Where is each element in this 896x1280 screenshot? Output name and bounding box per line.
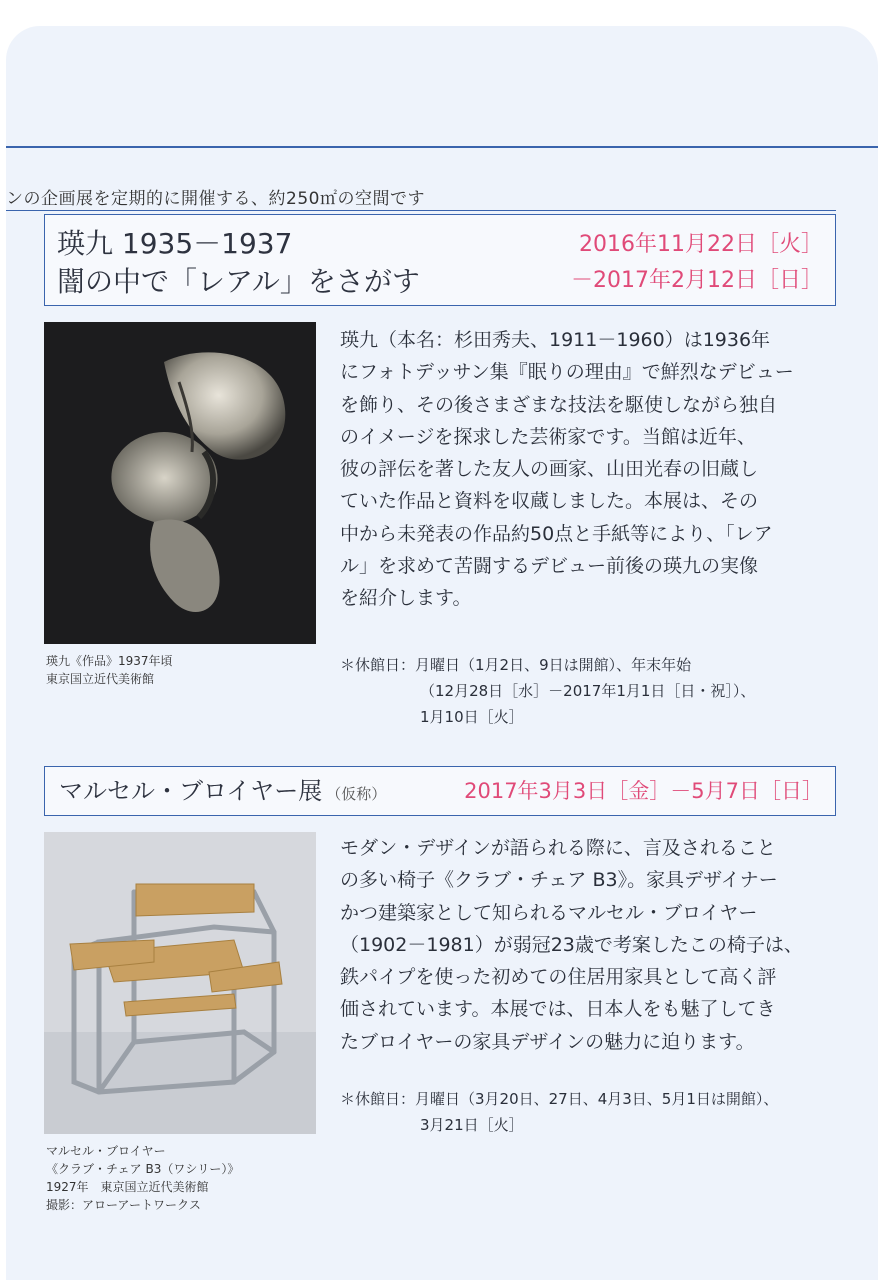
exhibition2-header xyxy=(44,766,836,816)
abstract-photo-artwork xyxy=(44,322,316,644)
exhibition1-artwork-image xyxy=(44,322,316,644)
desc1-line-3: のイメージを探求した芸術家です。当館は近年、 xyxy=(340,425,756,448)
closed1-line-0: ＊休館日：月曜日（1月2日、9日は開館）、年末年始 xyxy=(340,656,692,674)
closed2-line-0: ＊休館日：月曜日（3月20日、27日、4月3日、5月1日は開館）、 xyxy=(340,1090,779,1108)
caption2-line-1: 《クラブ・チェア B3（ワシリー）》 xyxy=(46,1162,240,1176)
exhibition2-chair-image xyxy=(44,832,316,1134)
desc2-line-6: たブロイヤーの家具デザインの魅力に迫ります。 xyxy=(340,1030,755,1053)
exhibition2-caption xyxy=(46,1142,239,1214)
exhibition2-dates: 2017年3月3日［金］－5月7日［日］ xyxy=(464,779,823,803)
intro-rule xyxy=(6,210,836,211)
desc2-line-4: 鉄パイプを使った初めての住居用家具として高く評 xyxy=(340,966,777,989)
desc2-line-0: モダン・デザインが語られる際に、言及されること xyxy=(340,837,776,859)
desc1-line-8: を紹介します。 xyxy=(340,587,472,610)
exhibition1-header xyxy=(44,214,836,306)
desc1-line-0: 瑛九（本名：杉田秀夫、1911－1960）は1936年 xyxy=(340,329,771,351)
exhibition1-closed-days xyxy=(340,652,840,730)
exhibition1-date-end: －2017年2月12日［日］ xyxy=(571,268,823,293)
desc1-line-7: ル」を求めて苦闘するデビュー前後の瑛九の実像 xyxy=(340,555,759,578)
desc2-line-3: （1902－1981）が弱冠23歳で考案したこの椅子は、 xyxy=(340,933,803,956)
desc2-line-1: の多い椅子《クラブ・チェア B3》。家具デザイナー xyxy=(340,869,778,892)
exhibition1-title-line2: 闇の中で「レアル」をさがす xyxy=(57,265,420,298)
exhibition1-dates xyxy=(571,227,823,299)
wassily-chair-photo xyxy=(44,832,316,1134)
closed1-line-1: （12月28日［水］－2017年1月1日［日・祝］）、 xyxy=(420,682,756,700)
caption2-line-2: 1927年 東京国立近代美術館 xyxy=(46,1180,209,1194)
desc1-line-1: にフォトデッサン集『眠りの理由』で鮮烈なデビュー xyxy=(340,361,794,384)
exhibition1-title xyxy=(57,225,420,301)
desc1-line-2: を飾り、その後さまざまな技法を駆使しながら独自 xyxy=(340,393,778,416)
desc1-line-5: ていた作品と資料を収蔵しました。本展は、その xyxy=(340,490,759,513)
top-rule xyxy=(6,146,878,148)
exhibition1-date-start: 2016年11月22日［火］ xyxy=(579,232,823,257)
desc1-line-4: 彼の評伝を著した友人の画家、山田光春の旧蔵し xyxy=(340,458,759,481)
intro-text: ンの企画展を定期的に開催する、約250㎡の空間です xyxy=(6,189,425,209)
exhibition1-description xyxy=(340,324,840,615)
caption1-line-0: 瑛九《作品》1937年頃 xyxy=(46,654,173,668)
desc1-line-6: 中から未発表の作品約50点と手紙等により、「レア xyxy=(340,522,773,545)
exhibition2-closed-days xyxy=(340,1086,840,1138)
caption1-line-1: 東京国立近代美術館 xyxy=(46,672,155,686)
exhibition1-title-line1: 瑛九 1935－1937 xyxy=(57,227,293,260)
closed1-line-2: 1月10日［火］ xyxy=(420,708,524,726)
exhibition1-caption xyxy=(46,652,173,688)
exhibition2-title xyxy=(59,773,386,812)
exhibition2-title-note: （仮称） xyxy=(326,785,387,803)
desc2-line-2: かつ建築家として知られるマルセル・ブロイヤー xyxy=(340,901,758,924)
closed2-line-1: 3月21日［火］ xyxy=(420,1116,524,1134)
desc2-line-5: 価されています。本展では、日本人をも魅了してき xyxy=(340,998,776,1021)
exhibition2-description xyxy=(340,832,840,1058)
exhibition2-title-main: マルセル・ブロイヤー展 xyxy=(59,777,323,805)
caption2-line-3: 撮影：アローアートワークス xyxy=(46,1198,201,1212)
caption2-line-0: マルセル・ブロイヤー xyxy=(46,1144,166,1158)
